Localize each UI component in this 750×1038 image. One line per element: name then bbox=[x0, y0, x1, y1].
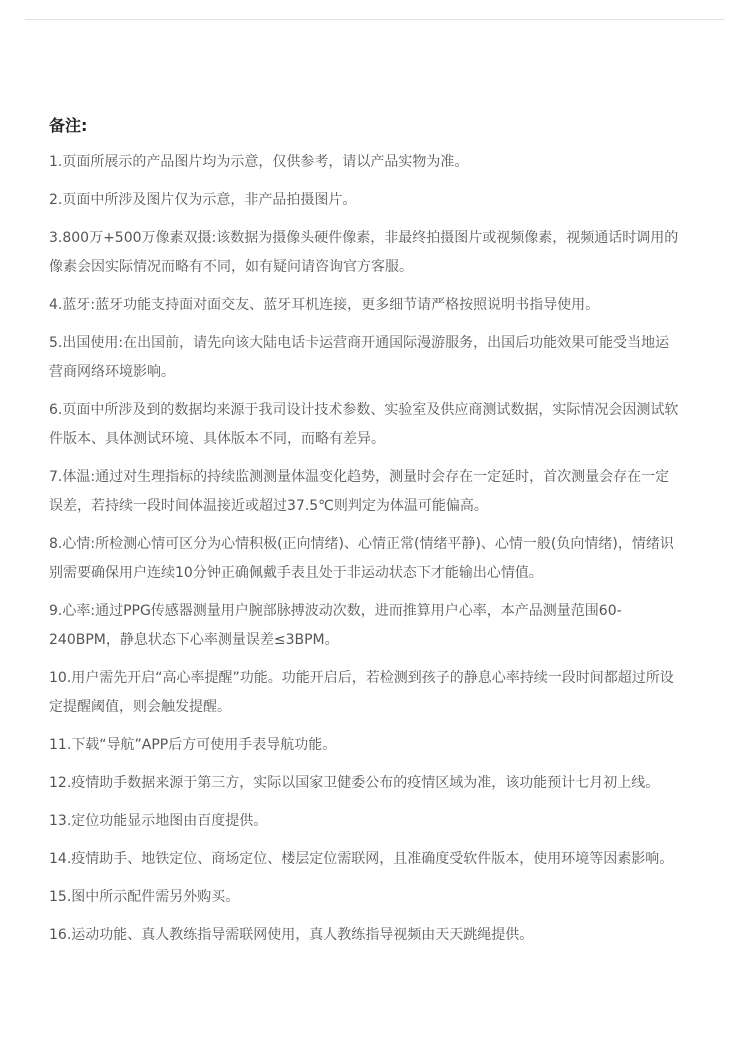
note-item-9: 9.心率:通过PPG传感器测量用户腕部脉搏波动次数，进而推算用户心率，本产品测量范围60-240BPM，静息状态下心率测量误差≤3BPM。 bbox=[49, 603, 622, 648]
note-item-15: 15.图中所示配件需另外购买。 bbox=[49, 889, 240, 905]
note-item-5: 5.出国使用:在出国前，请先向该大陆电话卡运营商开通国际漫游服务，出国后功能效果可能受当地运营商网络环境影响。 bbox=[49, 335, 670, 380]
note-item-13: 13.定位功能显示地图由百度提供。 bbox=[49, 813, 268, 829]
note-item-4: 4.蓝牙:蓝牙功能支持面对面交友、蓝牙耳机连接，更多细节请严格按照说明书指导使用。 bbox=[49, 297, 600, 313]
note-item-16: 16.运动功能、真人教练指导需联网使用，真人教练指导视频由天天跳绳提供。 bbox=[49, 927, 534, 943]
note-item-14: 14.疫情助手、地铁定位、商场定位、楼层定位需联网，且准确度受软件版本，使用环境等因素影响。 bbox=[49, 851, 674, 867]
section-heading: 备注: bbox=[49, 116, 88, 135]
disclaimer-section bbox=[49, 115, 681, 959]
note-item-8: 8.心情:所检测心情可区分为心情积极(正向情绪)、心情正常(情绪平静)、心情一般(负向情绪)，情绪识别需要确保用户连续10分钟正确佩戴手表且处于非运动状态下才能输出心情值。 bbox=[49, 536, 674, 581]
note-item-3: 3.800万+500万像素双摄:该数据为摄像头硬件像素，非最终拍摄图片或视频像素，视频通话时调用的像素会因实际情况而略有不同，如有疑问请咨询官方客服。 bbox=[49, 230, 679, 275]
note-item-6: 6.页面中所涉及到的数据均来源于我司设计技术参数、实验室及供应商测试数据，实际情况会因测试软件版本、具体测试环境、具体版本不同，而略有差异。 bbox=[49, 402, 679, 447]
top-divider bbox=[25, 19, 725, 20]
note-item-2: 2.页面中所涉及图片仅为示意，非产品拍摄图片。 bbox=[49, 192, 357, 208]
note-item-1: 1.页面所展示的产品图片均为示意，仅供参考，请以产品实物为准。 bbox=[49, 154, 469, 170]
note-item-12: 12.疫情助手数据来源于第三方，实际以国家卫健委公布的疫情区域为准，该功能预计七月初上线。 bbox=[49, 775, 660, 791]
note-item-11: 11.下载“导航”APP后方可使用手表导航功能。 bbox=[49, 737, 337, 753]
note-item-10: 10.用户需先开启“高心率提醒”功能。功能开启后，若检测到孩子的静息心率持续一段时间都超过所设定提醒阈值，则会触发提醒。 bbox=[49, 670, 674, 715]
note-item-7: 7.体温:通过对生理指标的持续监测测量体温变化趋势，测量时会存在一定延时，首次测量会存在一定误差，若持续一段时间体温接近或超过37.5℃则判定为体温可能偏高。 bbox=[49, 469, 670, 514]
